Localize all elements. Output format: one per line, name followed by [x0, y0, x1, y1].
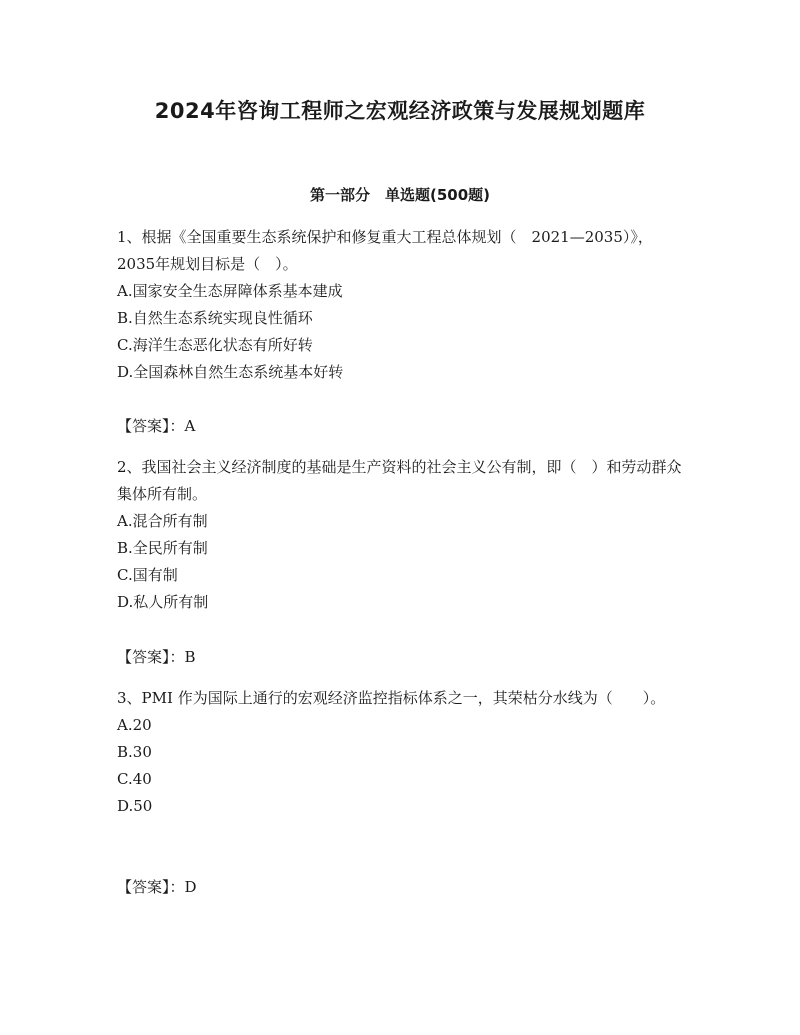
option-a: A.混合所有制 — [117, 512, 208, 530]
option-d: D.全国森林自然生态系统基本好转 — [117, 363, 344, 381]
option-c: C.海洋生态恶化状态有所好转 — [117, 336, 313, 354]
answer-1 — [117, 413, 195, 440]
option-c: C.40 — [117, 770, 152, 788]
answer-2 — [117, 644, 196, 671]
answer-label: 【答案】： — [117, 648, 185, 666]
answer-value: A — [184, 417, 196, 435]
option-c: C.国有制 — [117, 566, 178, 584]
question-stem: 1、根据《全国重要生态系统保护和修复重大工程总体规划（ 2021—2035）》，2035年规划目标是（ ）。 — [117, 228, 653, 273]
answer-value: D — [184, 878, 197, 896]
option-b: B.全民所有制 — [117, 539, 208, 557]
option-a: A.20 — [117, 716, 152, 734]
question-stem: 2、我国社会主义经济制度的基础是生产资料的社会主义公有制，即（ ）和劳动群众集体所有制。 — [117, 458, 682, 503]
option-list — [117, 278, 683, 386]
question-2 — [117, 454, 683, 616]
answer-label: 【答案】： — [117, 417, 185, 435]
option-b: B.30 — [117, 743, 152, 761]
document-title: 2024年咨询工程师之宏观经济政策与发展规划题库 — [154, 99, 646, 123]
option-b: B.自然生态系统实现良性循环 — [117, 309, 313, 327]
answer-label: 【答案】： — [117, 878, 185, 896]
section-title: 第一部分 单选题(500题) — [309, 186, 491, 204]
option-a: A.国家安全生态屏障体系基本建成 — [117, 282, 343, 300]
question-stem: 3、PMI 作为国际上通行的宏观经济监控指标体系之一，其荣枯分水线为（ ）。 — [117, 689, 666, 707]
answer-3 — [117, 874, 197, 901]
option-d: D.50 — [117, 797, 153, 815]
answer-value: B — [184, 648, 196, 666]
question-1 — [117, 224, 683, 386]
option-list — [117, 508, 683, 616]
question-3 — [117, 685, 683, 820]
option-d: D.私人所有制 — [117, 593, 209, 611]
option-list — [117, 712, 683, 820]
